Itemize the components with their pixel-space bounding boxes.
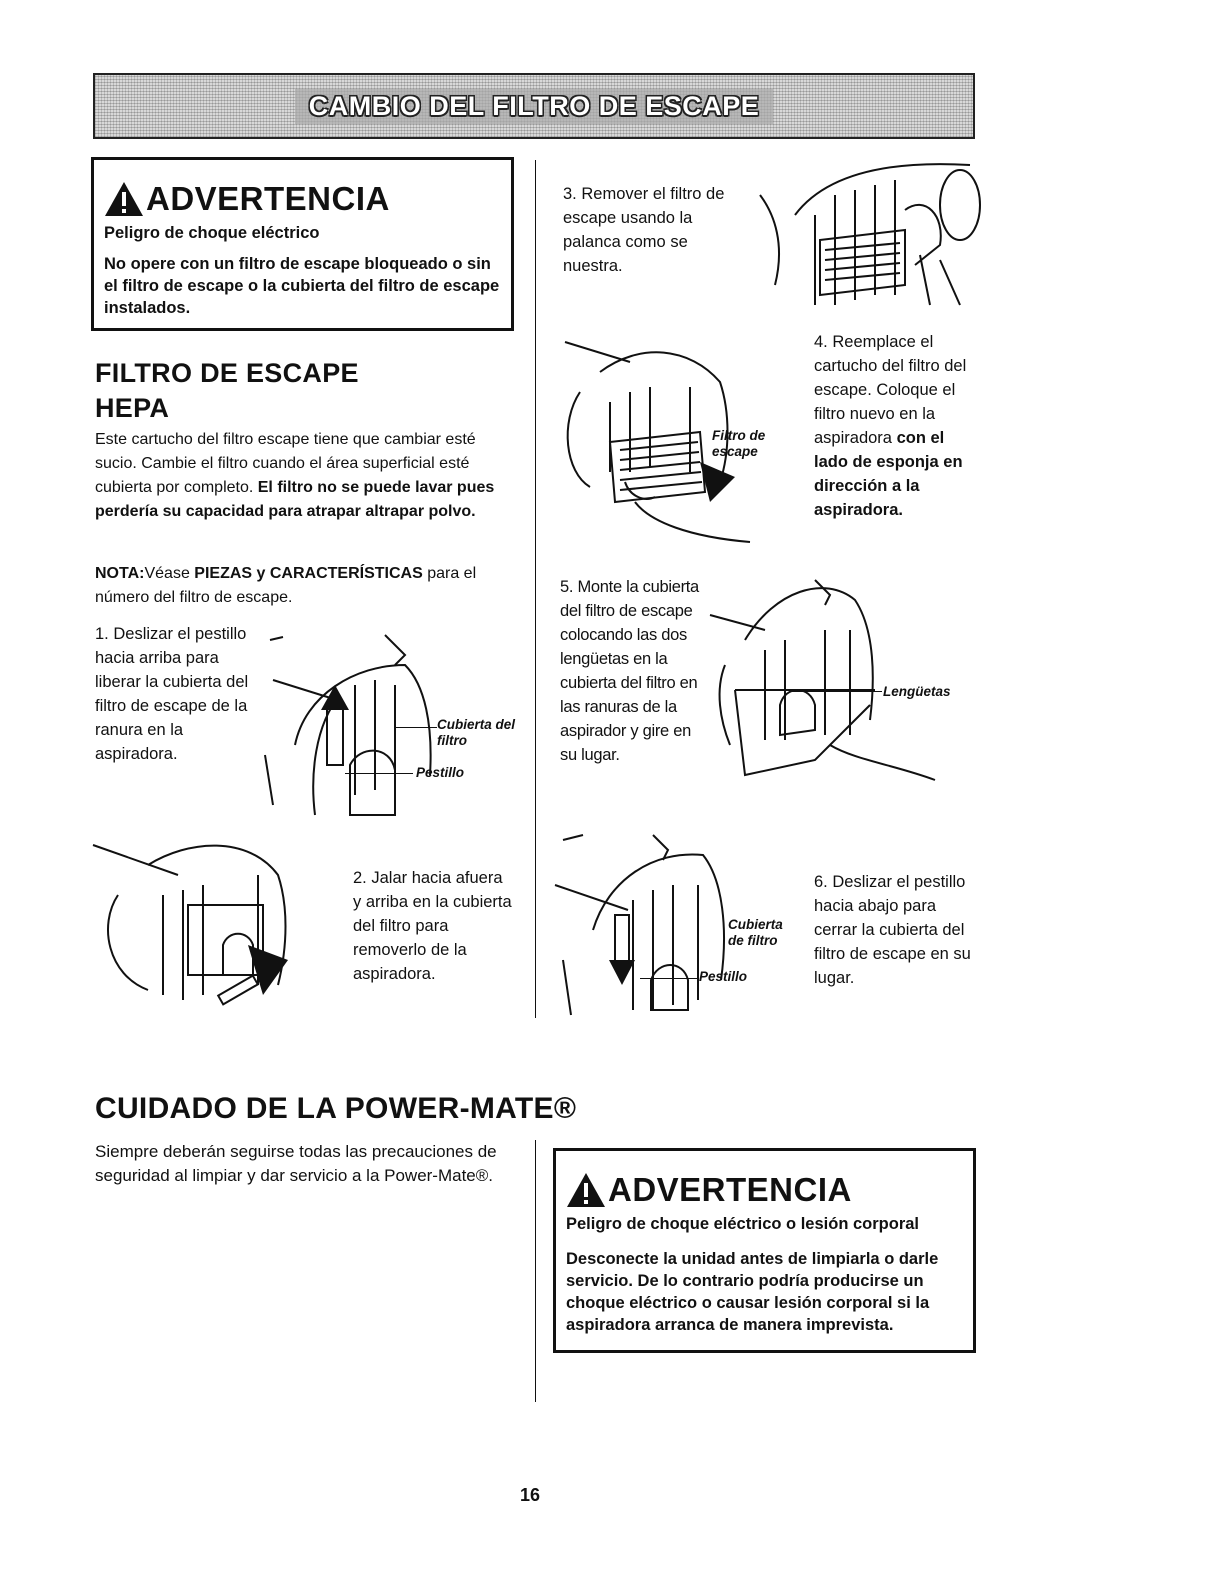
note-reference: PIEZAS y CARACTERÍSTICAS: [194, 565, 423, 582]
powermate-heading: CUIDADO DE LA POWER-MATE®: [95, 1092, 577, 1125]
step-text: Remover el filtro de escape usando la palanca como se nuestra.: [563, 185, 725, 275]
step-6: [814, 870, 979, 990]
step-3-illustration: [755, 155, 980, 315]
warning-heading: [566, 1171, 963, 1209]
section-banner: [93, 73, 975, 139]
warning-body: No opere con un filtro de escape bloqueado o sin el filtro de escape o la cubierta del filtro de escape instalados.: [104, 255, 500, 317]
warning-body: Desconecte la unidad antes de limpiarla o darle servicio. De lo contrario podría producirse un choque eléctrico o causar lesión corporal si la aspiradora arranca de manera imprevista.: [566, 1250, 939, 1334]
label-pestillo-2: Pestillo: [699, 969, 748, 984]
page-number: 16: [520, 1485, 541, 1505]
step-number: 6.: [814, 873, 828, 891]
step-3: [563, 182, 748, 278]
step-text: Monte la cubierta del filtro de escape colocando las dos lengüetas en la cubierta del filtro en las ranuras de la aspirador y gire en su lugar.: [560, 578, 699, 764]
warning-triangle-icon: [104, 181, 144, 217]
column-divider-bottom: [535, 1140, 536, 1402]
powermate-text: Siempre deberán seguirse todas las precauciones de seguridad al limpiar y dar servicio a la Power-Mate®.: [95, 1142, 497, 1185]
warning-box: [91, 157, 514, 331]
warning-heading: [104, 180, 501, 218]
step-6-illustration: [553, 830, 753, 1025]
warning-box: [553, 1148, 976, 1353]
step-text: Jalar hacia afuera y arriba en la cubierta del filtro para removerlo de la aspiradora.: [353, 869, 512, 983]
filter-intro: [95, 428, 505, 524]
step-text: Reemplace el cartucho del filtro del escape. Coloque el filtro nuevo en la aspiradora: [814, 333, 967, 447]
label-filtro-escape: Filtro de escape: [712, 428, 766, 459]
step-number: 1.: [95, 625, 109, 643]
label-cubierta-filtro: Cubierta del filtro: [437, 717, 516, 748]
step-number: 5.: [560, 578, 574, 596]
label-leader-line: [790, 691, 882, 692]
warning-subtitle: Peligro de choque eléctrico: [104, 224, 320, 242]
step-number: 4.: [814, 333, 828, 351]
column-divider: [535, 160, 536, 1018]
step-text-emphasis: con el lado de esponja en dirección a la aspiradora.: [814, 429, 963, 519]
step-1: [95, 622, 265, 766]
warning-subtitle: Peligro de choque eléctrico o lesión corporal: [566, 1215, 920, 1233]
step-1-illustration: [255, 625, 435, 825]
step-4: [814, 330, 974, 522]
label-leader-line: [640, 978, 697, 979]
warning-triangle-icon: [566, 1172, 606, 1208]
step-2: [353, 866, 513, 986]
note-text-1: Véase: [144, 565, 195, 582]
step-5: [560, 575, 705, 767]
filter-subheading: HEPA: [95, 393, 170, 423]
note-text-2: para el número del filtro de escape.: [95, 565, 477, 606]
banner-title: CAMBIO DEL FILTRO DE ESCAPE: [295, 89, 774, 124]
label-lenguetas: Lengüetas: [883, 684, 951, 699]
label-pestillo: Pestillo: [416, 765, 465, 780]
filter-note: [95, 562, 495, 610]
step-text: Deslizar el pestillo hacia abajo para cerrar la cubierta del filtro de escape en su lugar.: [814, 873, 971, 987]
step-number: 3.: [563, 185, 577, 203]
label-cubierta-filtro-2: Cubierta de filtro: [728, 917, 783, 948]
filter-intro-text: Este cartucho del filtro escape tiene que cambiar esté sucio. Cambie el filtro cuando el área superficial esté cubierta por completo.: [95, 431, 476, 496]
label-leader-line: [395, 727, 437, 728]
warning-title: ADVERTENCIA: [146, 180, 390, 217]
label-leader-line: [345, 773, 413, 774]
step-text: Deslizar el pestillo hacia arriba para liberar la cubierta del filtro de escape de la ranura en la aspiradora.: [95, 625, 249, 763]
step-2-illustration: [88, 835, 298, 1015]
step-number: 2.: [353, 869, 367, 887]
warning-title: ADVERTENCIA: [608, 1171, 852, 1208]
note-label: NOTA:: [95, 565, 145, 582]
filter-heading: FILTRO DE ESCAPE: [95, 358, 359, 388]
filter-intro-warning: El filtro no se puede lavar pues perdería su capacidad para atrapar altrapar polvo.: [95, 479, 495, 520]
